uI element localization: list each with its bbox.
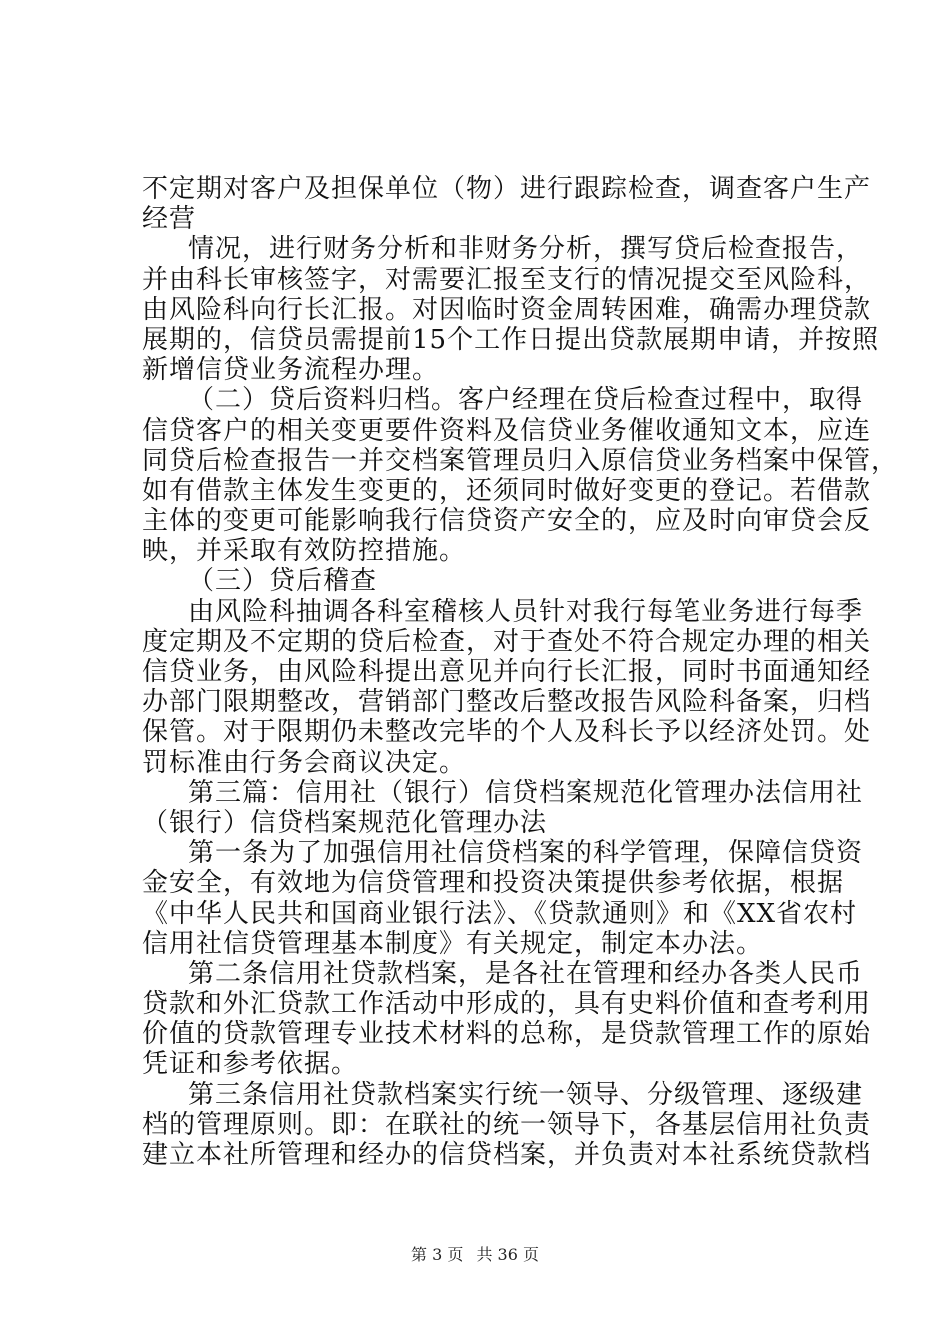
text-line: 价值的贷款管理专业技术材料的总称，是贷款管理工作的原始 [142,1019,872,1050]
text-line: 同贷后检查报告一并交档案管理员归入原信贷业务档案中保管， [142,445,899,476]
text-line: （银行）信贷档案规范化管理办法 [142,807,548,838]
page-footer [0,1242,950,1265]
page-total: 共 36 页 [476,1245,539,1264]
text-line: 主体的变更可能影响我行信贷资产安全的，应及时向审贷会反 [142,506,872,537]
text-line: 保管。对于限期仍未整改完毕的个人及科长予以经济处罚。处 [142,717,872,748]
text-line: 情况，进行财务分析和非财务分析，撰写贷后检查报告， [188,234,864,265]
text-line: （三）贷后稽查 [188,566,378,597]
text-line: 并由科长审核签字，对需要汇报至支行的情况提交至风险科， [142,264,872,295]
text-line: 如有借款主体发生变更的，还须同时做好变更的登记。若借款 [142,475,872,506]
text-line: 第一条为了加强信用社信贷档案的科学管理，保障信贷资 [188,838,864,869]
text-line: 建立本社所管理和经办的信贷档案，并负责对本社系统贷款档 [142,1140,872,1170]
text-line: 信贷业务，由风险科提出意见并向行长汇报，同时书面通知经 [142,657,872,687]
text-line: 映，并采取有效防控措施。 [142,536,467,567]
text-line: 第三条信用社贷款档案实行统一领导、分级管理、逐级建 [188,1079,864,1110]
text-line: （二）贷后资料归档。客户经理在贷后检查过程中，取得 [188,385,864,416]
text-line: 不定期对客户及担保单位（物）进行跟踪检查，调查客户生产 [142,174,872,204]
text-line: 信贷客户的相关变更要件资料及信贷业务催收通知文本，应连 [142,415,872,446]
text-line: 凭证和参考依据。 [142,1049,359,1080]
text-line: 第三篇：信用社（银行）信贷档案规范化管理办法信用社 [188,777,864,808]
text-line: 罚标准由行务会商议决定。 [142,747,467,778]
text-line: 经营 [142,204,197,235]
text-line: 办部门限期整改，营销部门整改后整改报告风险科备案，归档 [142,687,872,718]
text-line: 度定期及不定期的贷后检查，对于查处不符合规定办理的相关 [142,626,872,657]
text-line: 由风险科抽调各科室稽核人员针对我行每笔业务进行每季 [188,596,864,627]
text-line: 《中华人民共和国商业银行法》、《贷款通则》和《XX省农村 [142,898,858,929]
text-line: 展期的，信贷员需提前15个工作日提出贷款展期申请，并按照 [142,324,880,355]
text-line: 贷款和外汇贷款工作活动中形成的，具有史料价值和查考利用 [142,989,872,1020]
text-line: 信用社信贷管理基本制度》有关规定，制定本办法。 [142,928,764,959]
text-line: 新增信贷业务流程办理。 [142,355,440,386]
text-line: 第二条信用社贷款档案，是各社在管理和经办各类人民币 [188,958,864,989]
text-line: 由风险科向行长汇报。对因临时资金周转困难，确需办理贷款 [142,294,872,325]
page-number: 第 3 页 [411,1245,464,1264]
text-line: 档的管理原则。即：在联社的统一领导下，各基层信用社负责 [142,1109,872,1140]
text-line: 金安全，有效地为信贷管理和投资决策提供参考依据，根据 [142,868,845,899]
document-body [142,174,899,1170]
